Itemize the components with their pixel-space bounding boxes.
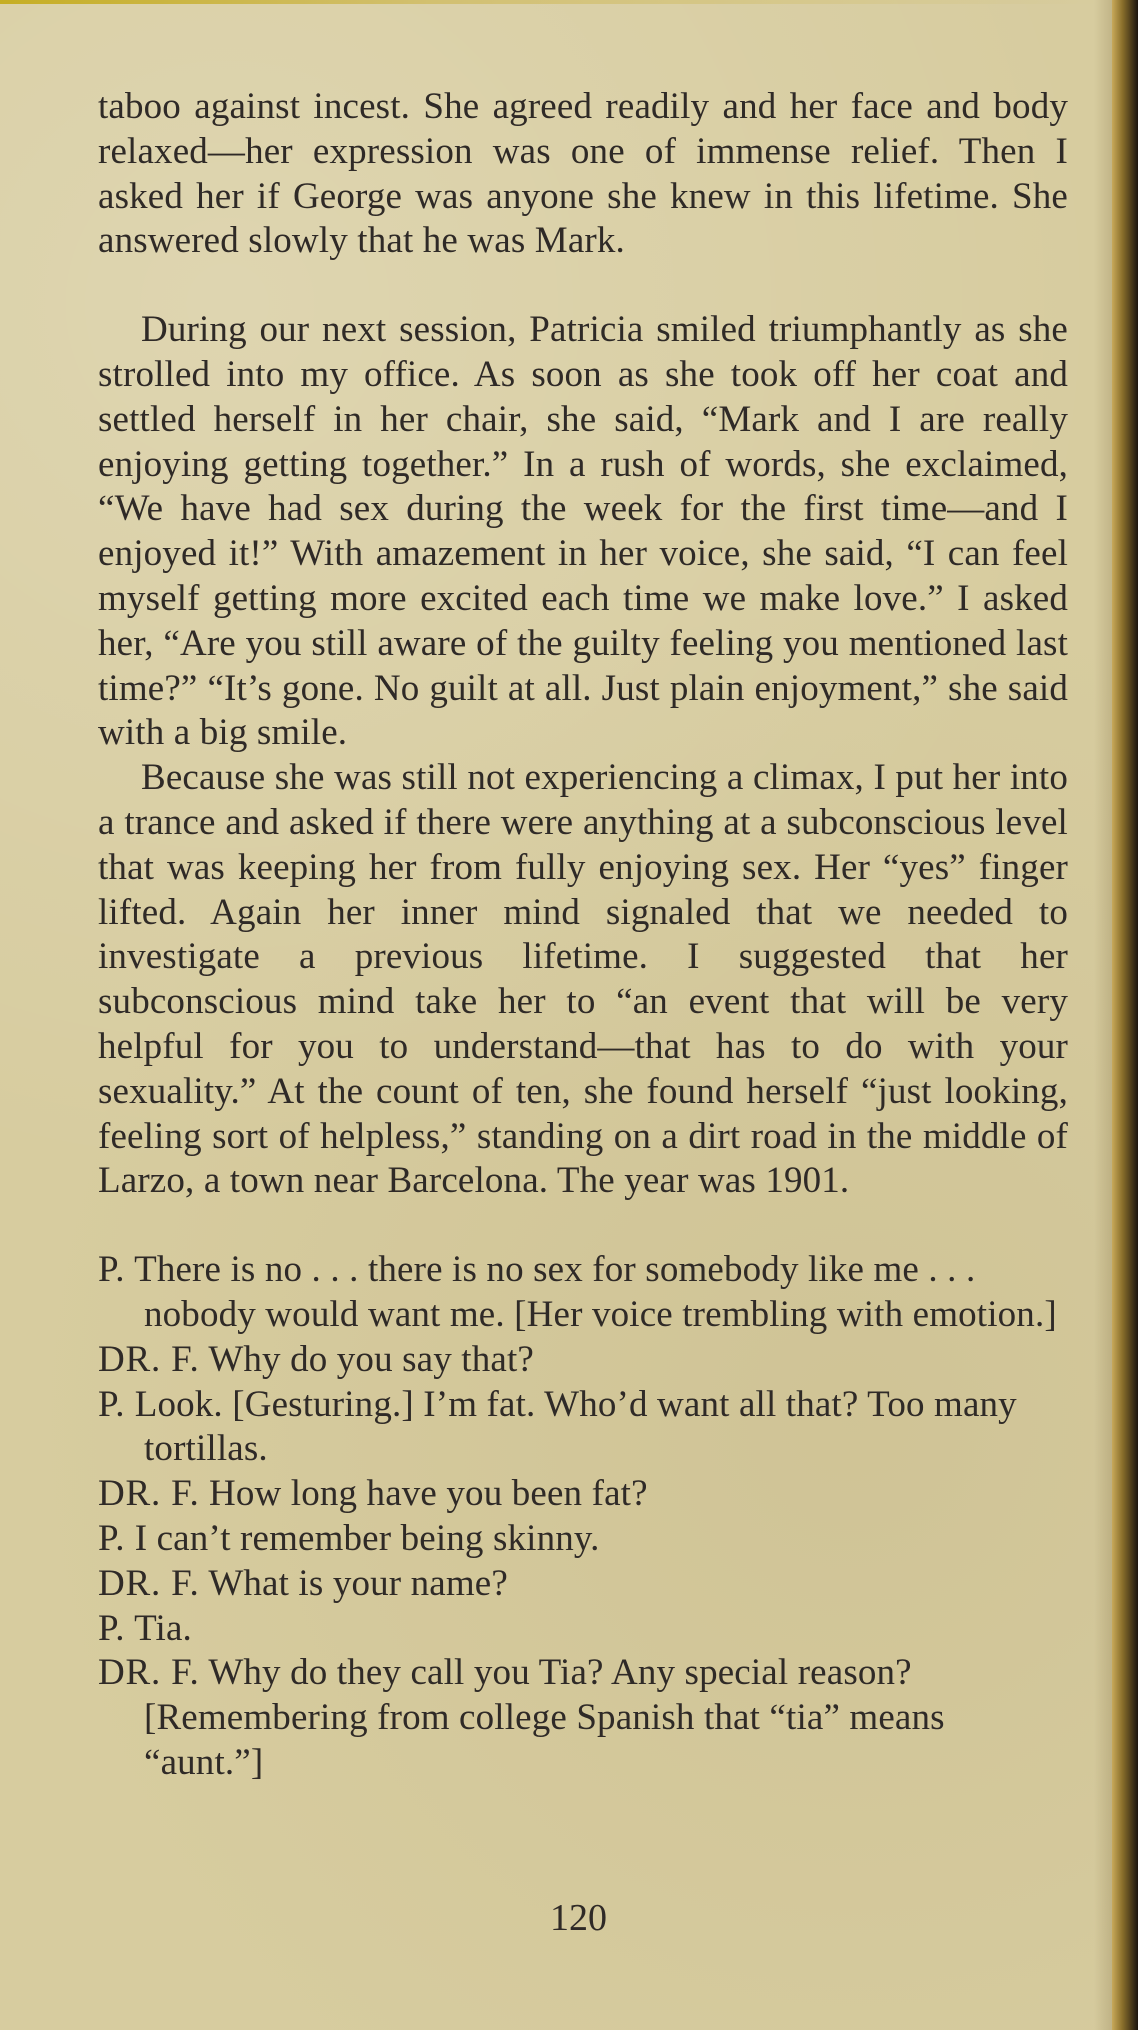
dialogue-line [98, 1562, 1068, 1607]
trance-paragraph: Because she was still not experiencing a climax, I put her into a trance and asked if there were anything at a subconscious level that was keeping her from fully enjoying sex. Her “yes” finger lifted. Again her inner mind signaled that we needed to investigate a previous lifetime. I suggested that her subconscious mind take her to “an event that will be very helpful for you to understand—that has to do with your sexuality.” At the count of ten, she found herself “just looking, feeling sort of helpless,” standing on a dirt road in the middle of Larzo, a town near Barcelona. The year was 1901. [98, 757, 1068, 1202]
dialogue-block [98, 1248, 1068, 1786]
dialogue-text: Why do they call you Tia? Any special reason? [Remembering from college Spanish that “tia” means “aunt.”] [144, 1652, 945, 1783]
dialogue-line [98, 1472, 1068, 1517]
page-number: 120 [550, 1897, 607, 1939]
speaker-label: DR. F. [98, 1473, 200, 1515]
dialogue-line [98, 1248, 1068, 1338]
dialogue-text: There is no . . . there is no sex for somebody like me . . . nobody would want me. [Her voice trembling with emotion.] [134, 1249, 1057, 1335]
speaker-label: P. [98, 1383, 126, 1425]
dialogue-line [98, 1607, 1068, 1652]
dialogue-text: What is your name? [208, 1562, 508, 1604]
book-page [98, 85, 1068, 1786]
dialogue-text: How long have you been fat? [208, 1473, 648, 1515]
opening-paragraph: taboo against incest. She agreed readily and her face and body relaxed—her expression was one of immense relief. Then I asked her if George was anyone she knew in this lifetime. She answered slowly that he was Mark. [98, 86, 1068, 262]
dialogue-text: Why do you say that? [208, 1338, 534, 1380]
dialogue-line [98, 1651, 1068, 1785]
dialogue-line [98, 1383, 1068, 1473]
speaker-label: DR. F. [98, 1562, 200, 1604]
page-top-edge [0, 0, 1100, 4]
dialogue-line [98, 1338, 1068, 1383]
dialogue-text: Tia. [134, 1607, 192, 1649]
speaker-label: DR. F. [98, 1652, 200, 1694]
session-paragraph: During our next session, Patricia smiled triumphantly as she strolled into my office. As soon as she took off her coat and settled herself in her chair, she said, “Mark and I are really enjoying getting together.” In a rush of words, she exclaimed, “We have had sex during the week for the first time—and I enjoyed it!” With amazement in her voice, she said, “I can feel myself getting more excited each time we make love.” I asked her, “Are you still aware of the guilty feeling you mentioned last time?” “It’s gone. No guilt at all. Just plain enjoyment,” she said with a big smile. [98, 309, 1068, 754]
dialogue-text: Look. [Gesturing.] I’m fat. Who’d want all that? Too many tortillas. [134, 1383, 1017, 1470]
speaker-label: P. [98, 1249, 126, 1291]
book-spine [1112, 0, 1138, 2030]
speaker-label: P. [98, 1607, 126, 1649]
dialogue-line [98, 1517, 1068, 1562]
dialogue-text: I can’t remember being skinny. [134, 1517, 600, 1559]
speaker-label: DR. F. [98, 1338, 200, 1380]
speaker-label: P. [98, 1517, 126, 1559]
spine-shadow [1094, 0, 1112, 2030]
